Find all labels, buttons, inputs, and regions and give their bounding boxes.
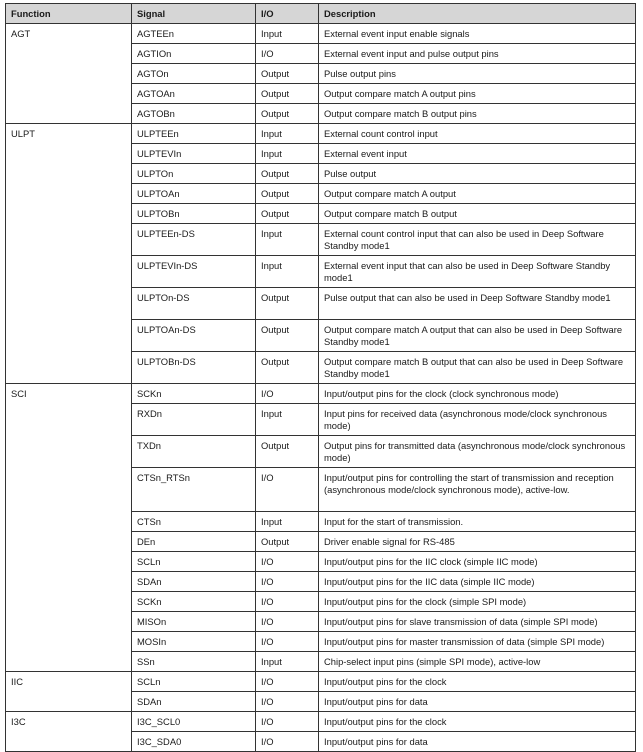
io-cell: I/O [256, 712, 319, 732]
io-cell: I/O [256, 732, 319, 752]
io-cell: Input [256, 652, 319, 672]
io-cell: Output [256, 320, 319, 352]
function-cell: IIC [6, 672, 132, 712]
description-cell: Input/output pins for the clock (simple SPI mode) [319, 592, 636, 612]
description-cell: External event input enable signals [319, 24, 636, 44]
signal-cell: CTSn [132, 512, 256, 532]
signal-cell: AGTIOn [132, 44, 256, 64]
signal-cell: SSn [132, 652, 256, 672]
header-function: Function [6, 4, 132, 24]
signal-cell: ULPTEEn-DS [132, 224, 256, 256]
table-row [6, 712, 636, 732]
header-description: Description [319, 4, 636, 24]
pin-function-table [5, 3, 636, 752]
io-cell: I/O [256, 572, 319, 592]
io-cell: Input [256, 24, 319, 44]
io-cell: Input [256, 224, 319, 256]
signal-table-container [5, 3, 636, 752]
description-cell: Output compare match A output pins [319, 84, 636, 104]
io-cell: Output [256, 288, 319, 320]
function-cell: I3C [6, 712, 132, 752]
io-cell: Output [256, 352, 319, 384]
table-body [6, 24, 636, 752]
signal-cell: I3C_SCL0 [132, 712, 256, 732]
signal-cell: ULPTEEn [132, 124, 256, 144]
description-cell: Input/output pins for master transmission of data (simple SPI mode) [319, 632, 636, 652]
signal-cell: ULPTOn [132, 164, 256, 184]
table-row [6, 124, 636, 144]
description-cell: Output pins for transmitted data (asynchronous mode/clock synchronous mode) [319, 436, 636, 468]
io-cell: Output [256, 204, 319, 224]
signal-cell: TXDn [132, 436, 256, 468]
io-cell: Input [256, 256, 319, 288]
io-cell: I/O [256, 592, 319, 612]
signal-cell: AGTEEn [132, 24, 256, 44]
io-cell: I/O [256, 672, 319, 692]
signal-cell: ULPTOBn-DS [132, 352, 256, 384]
description-cell: Input/output pins for the clock [319, 712, 636, 732]
description-cell: Input/output pins for the IIC clock (simple IIC mode) [319, 552, 636, 572]
table-header [6, 4, 636, 24]
description-cell: Pulse output [319, 164, 636, 184]
signal-cell: SCLn [132, 552, 256, 572]
description-cell: External event input that can also be used in Deep Software Standby mode1 [319, 256, 636, 288]
signal-cell: ULPTOn-DS [132, 288, 256, 320]
description-cell: External count control input that can also be used in Deep Software Standby mode1 [319, 224, 636, 256]
description-cell: Input/output pins for the IIC data (simple IIC mode) [319, 572, 636, 592]
io-cell: Output [256, 64, 319, 84]
signal-cell: RXDn [132, 404, 256, 436]
signal-cell: SCLn [132, 672, 256, 692]
signal-cell: SDAn [132, 692, 256, 712]
table-row [6, 384, 636, 404]
description-cell: External count control input [319, 124, 636, 144]
description-cell: Driver enable signal for RS-485 [319, 532, 636, 552]
io-cell: I/O [256, 692, 319, 712]
description-cell: Chip-select input pins (simple SPI mode), active-low [319, 652, 636, 672]
io-cell: I/O [256, 612, 319, 632]
io-cell: Input [256, 512, 319, 532]
io-cell: Input [256, 404, 319, 436]
signal-cell: SCKn [132, 592, 256, 612]
signal-cell: AGTOBn [132, 104, 256, 124]
description-cell: Input/output pins for slave transmission of data (simple SPI mode) [319, 612, 636, 632]
signal-cell: DEn [132, 532, 256, 552]
description-cell: External event input and pulse output pins [319, 44, 636, 64]
header-io: I/O [256, 4, 319, 24]
io-cell: I/O [256, 384, 319, 404]
signal-cell: CTSn_RTSn [132, 468, 256, 512]
description-cell: Input/output pins for the clock [319, 672, 636, 692]
signal-cell: AGTOn [132, 64, 256, 84]
io-cell: Output [256, 164, 319, 184]
description-cell: Output compare match B output that can also be used in Deep Software Standby mode1 [319, 352, 636, 384]
io-cell: I/O [256, 632, 319, 652]
signal-cell: SCKn [132, 384, 256, 404]
table-row [6, 672, 636, 692]
io-cell: Output [256, 532, 319, 552]
description-cell: Input pins for received data (asynchronous mode/clock synchronous mode) [319, 404, 636, 436]
signal-cell: ULPTOAn-DS [132, 320, 256, 352]
signal-cell: MISOn [132, 612, 256, 632]
function-cell: AGT [6, 24, 132, 124]
description-cell: Input/output pins for data [319, 692, 636, 712]
description-cell: Pulse output pins [319, 64, 636, 84]
function-cell: SCI [6, 384, 132, 672]
description-cell: Input/output pins for data [319, 732, 636, 752]
io-cell: I/O [256, 552, 319, 572]
io-cell: Output [256, 104, 319, 124]
description-cell: Output compare match B output pins [319, 104, 636, 124]
io-cell: Input [256, 124, 319, 144]
io-cell: I/O [256, 44, 319, 64]
function-cell: ULPT [6, 124, 132, 384]
signal-cell: ULPTOAn [132, 184, 256, 204]
description-cell: Input for the start of transmission. [319, 512, 636, 532]
description-cell: Output compare match B output [319, 204, 636, 224]
signal-cell: AGTOAn [132, 84, 256, 104]
signal-cell: MOSIn [132, 632, 256, 652]
description-cell: External event input [319, 144, 636, 164]
io-cell: Output [256, 184, 319, 204]
io-cell: Input [256, 144, 319, 164]
signal-cell: SDAn [132, 572, 256, 592]
description-cell: Input/output pins for controlling the start of transmission and reception (asynchronous mode/clock synchronous mode), active-low. [319, 468, 636, 512]
signal-cell: ULPTEVIn [132, 144, 256, 164]
header-row [6, 4, 636, 24]
io-cell: I/O [256, 468, 319, 512]
header-signal: Signal [132, 4, 256, 24]
description-cell: Input/output pins for the clock (clock synchronous mode) [319, 384, 636, 404]
signal-cell: ULPTEVIn-DS [132, 256, 256, 288]
description-cell: Pulse output that can also be used in Deep Software Standby mode1 [319, 288, 636, 320]
signal-cell: ULPTOBn [132, 204, 256, 224]
io-cell: Output [256, 84, 319, 104]
io-cell: Output [256, 436, 319, 468]
table-row [6, 24, 636, 44]
signal-cell: I3C_SDA0 [132, 732, 256, 752]
description-cell: Output compare match A output that can also be used in Deep Software Standby mode1 [319, 320, 636, 352]
description-cell: Output compare match A output [319, 184, 636, 204]
